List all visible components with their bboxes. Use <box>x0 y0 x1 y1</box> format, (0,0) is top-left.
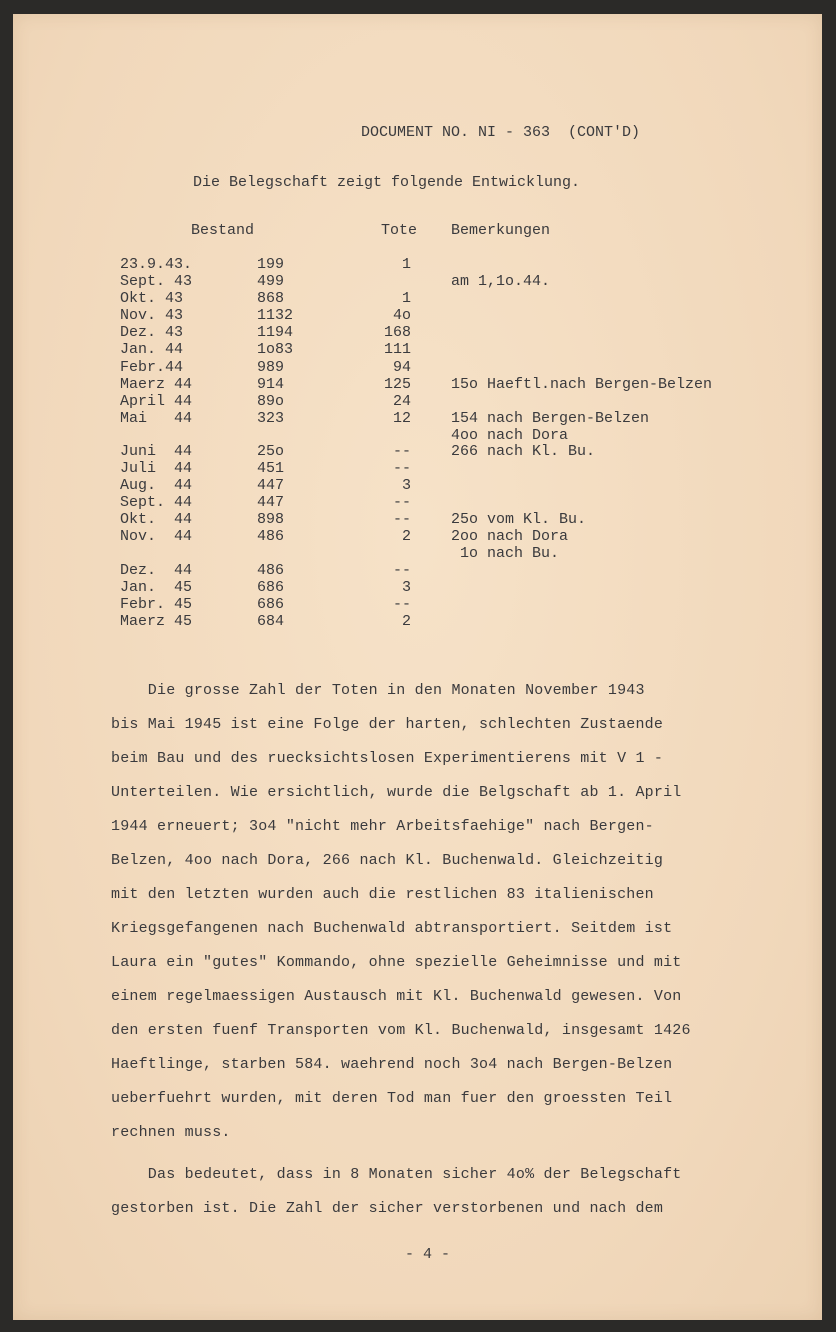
column-header-bestand: Bestand <box>191 222 255 239</box>
row-date: Febr.44 <box>120 359 184 376</box>
row-remark: am 1,1o.44. <box>451 273 551 290</box>
text-line: Laura ein "gutes" Kommando, ohne spezielle Geheimnisse und mit <box>111 954 682 971</box>
row-bestand: 323 <box>257 410 285 427</box>
row-tote: -- <box>392 562 411 579</box>
row-bestand: 486 <box>257 528 285 545</box>
table-row <box>13 614 822 630</box>
page-number: - 4 - <box>405 1246 451 1263</box>
row-bestand: 914 <box>257 376 285 393</box>
text-line: rechnen muss. <box>111 1124 231 1141</box>
table-row <box>13 428 822 444</box>
row-tote: -- <box>392 511 411 528</box>
row-date: Sept. 44 <box>120 494 193 511</box>
row-date: Sept. 43 <box>120 273 193 290</box>
row-remark: 2oo nach Dora <box>451 528 569 545</box>
row-bestand: 1o83 <box>257 341 294 358</box>
table-row <box>13 580 822 596</box>
row-date: Juni 44 <box>120 443 193 460</box>
column-header-tote: Tote <box>381 222 418 239</box>
row-date: Jan. 44 <box>120 341 184 358</box>
table-row <box>13 478 822 494</box>
row-tote: 125 <box>383 376 411 393</box>
row-remark: 1o nach Bu. <box>451 545 560 562</box>
document-number: DOCUMENT NO. NI - 363 (CONT'D) <box>361 124 641 141</box>
column-header-bemerkungen: Bemerkungen <box>451 222 551 239</box>
row-date: Mai 44 <box>120 410 193 427</box>
document-page <box>13 14 822 1320</box>
row-tote: 3 <box>401 477 411 494</box>
row-date: Febr. 45 <box>120 596 193 613</box>
table-row <box>13 274 822 290</box>
row-date: Okt. 44 <box>120 511 193 528</box>
row-date: Juli 44 <box>120 460 193 477</box>
row-bestand: 25o <box>257 443 285 460</box>
row-tote: 4o <box>392 307 411 324</box>
row-date: 23.9.43. <box>120 256 193 273</box>
row-remark: 154 nach Bergen-Belzen <box>451 410 650 427</box>
row-tote: 24 <box>392 393 411 410</box>
text-line: Belzen, 4oo nach Dora, 266 nach Kl. Buchenwald. Gleichzeitig <box>111 852 664 869</box>
row-tote: 1 <box>401 290 411 307</box>
row-bestand: 1132 <box>257 307 294 324</box>
text-line: Das bedeutet, dass in 8 Monaten sicher 4o% der Belegschaft <box>111 1166 682 1183</box>
row-bestand: 447 <box>257 477 285 494</box>
row-tote: 2 <box>401 528 411 545</box>
text-line: einem regelmaessigen Austausch mit Kl. Buchenwald gewesen. Von <box>111 988 682 1005</box>
row-tote: 3 <box>401 579 411 596</box>
table-row <box>13 411 822 427</box>
table-row <box>13 291 822 307</box>
row-bestand: 451 <box>257 460 285 477</box>
table-row <box>13 597 822 613</box>
row-bestand: 989 <box>257 359 285 376</box>
row-bestand: 898 <box>257 511 285 528</box>
text-line: Haeftlinge, starben 584. waehrend noch 3o4 nach Bergen-Belzen <box>111 1056 673 1073</box>
table-row <box>13 444 822 460</box>
row-tote: -- <box>392 460 411 477</box>
row-remark: 15o Haeftl.nach Bergen-Belzen <box>451 376 713 393</box>
row-date: Maerz 45 <box>120 613 193 630</box>
row-date: Aug. 44 <box>120 477 193 494</box>
row-bestand: 499 <box>257 273 285 290</box>
row-bestand: 686 <box>257 579 285 596</box>
row-bestand: 1194 <box>257 324 294 341</box>
table-row <box>13 394 822 410</box>
row-bestand: 684 <box>257 613 285 630</box>
row-tote: 94 <box>392 359 411 376</box>
text-line: mit den letzten wurden auch die restlichen 83 italienischen <box>111 886 654 903</box>
row-tote: -- <box>392 443 411 460</box>
row-remark: 4oo nach Dora <box>451 427 569 444</box>
table-row <box>13 325 822 341</box>
text-line: den ersten fuenf Transporten vom Kl. Buchenwald, insgesamt 1426 <box>111 1022 691 1039</box>
table-row <box>13 257 822 273</box>
row-date: Nov. 43 <box>120 307 184 324</box>
row-tote: 111 <box>383 341 411 358</box>
row-date: Maerz 44 <box>120 376 193 393</box>
table-row <box>13 563 822 579</box>
row-date: Dez. 44 <box>120 562 193 579</box>
row-remark: 25o vom Kl. Bu. <box>451 511 587 528</box>
paragraph-deaths <box>111 674 751 1150</box>
table-row <box>13 546 822 562</box>
row-bestand: 686 <box>257 596 285 613</box>
table-row <box>13 461 822 477</box>
table-row <box>13 512 822 528</box>
row-bestand: 486 <box>257 562 285 579</box>
row-bestand: 447 <box>257 494 285 511</box>
text-line: beim Bau und des ruecksichtslosen Experimentierens mit V 1 - <box>111 750 664 767</box>
row-date: Okt. 43 <box>120 290 184 307</box>
row-date: April 44 <box>120 393 193 410</box>
table-row <box>13 342 822 358</box>
table-row <box>13 360 822 376</box>
text-line: gestorben ist. Die Zahl der sicher verstorbenen und nach dem <box>111 1200 664 1217</box>
table-row <box>13 308 822 324</box>
text-line: bis Mai 1945 ist eine Folge der harten, schlechten Zustaende <box>111 716 664 733</box>
row-date: Dez. 43 <box>120 324 184 341</box>
row-tote: 2 <box>401 613 411 630</box>
row-tote: 1 <box>401 256 411 273</box>
row-date: Nov. 44 <box>120 528 193 545</box>
row-tote: 168 <box>383 324 411 341</box>
text-line: 1944 erneuert; 3o4 "nicht mehr Arbeitsfaehige" nach Bergen- <box>111 818 654 835</box>
paragraph-conclusion <box>111 1158 751 1226</box>
table-row <box>13 495 822 511</box>
row-remark: 266 nach Kl. Bu. <box>451 443 596 460</box>
row-tote: -- <box>392 596 411 613</box>
row-tote: -- <box>392 494 411 511</box>
text-line: Die grosse Zahl der Toten in den Monaten November 1943 <box>111 682 645 699</box>
text-line: Kriegsgefangenen nach Buchenwald abtransportiert. Seitdem ist <box>111 920 673 937</box>
table-row <box>13 377 822 393</box>
row-bestand: 89o <box>257 393 285 410</box>
table-row <box>13 529 822 545</box>
section-subtitle: Die Belegschaft zeigt folgende Entwicklung. <box>193 174 581 191</box>
row-tote: 12 <box>392 410 411 427</box>
row-bestand: 199 <box>257 256 285 273</box>
row-bestand: 868 <box>257 290 285 307</box>
text-line: ueberfuehrt wurden, mit deren Tod man fuer den groessten Teil <box>111 1090 673 1107</box>
text-line: Unterteilen. Wie ersichtlich, wurde die Belgschaft ab 1. April <box>111 784 682 801</box>
row-date: Jan. 45 <box>120 579 193 596</box>
